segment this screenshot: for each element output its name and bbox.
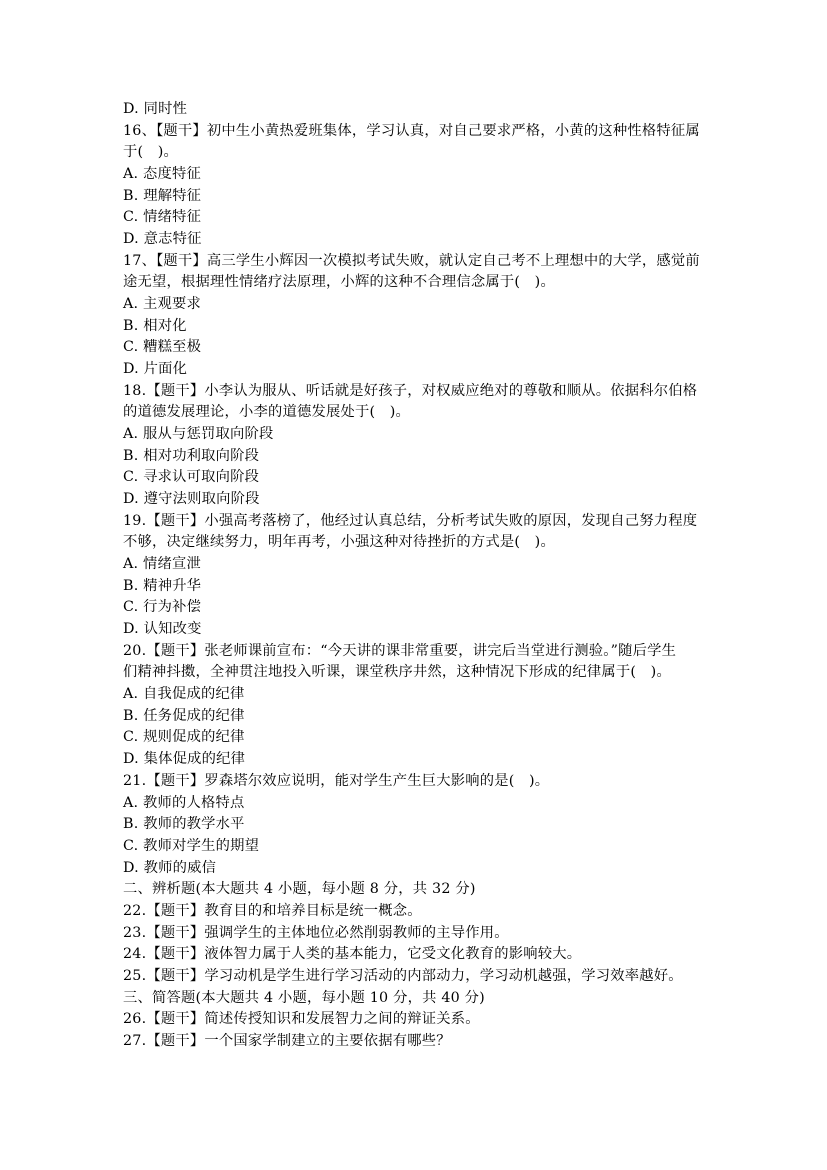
question-stem: 20.【题干】张老师课前宣布：“今天讲的课非常重要，讲完后当堂进行测验。”随后学生 <box>123 642 677 659</box>
answer-option: B. 相对化 <box>123 317 187 334</box>
answer-option: D. 意志特征 <box>123 231 202 248</box>
answer-option: B. 相对功利取向阶段 <box>123 447 260 464</box>
answer-option: C. 教师对学生的期望 <box>123 837 260 854</box>
section-heading: 二、辨析题(本大题共 4 小题，每小题 8 分，共 32 分) <box>123 881 476 898</box>
answer-option: D. 同时性 <box>123 101 188 117</box>
answer-option: B. 教师的教学水平 <box>123 816 245 833</box>
answer-option: D. 认知改变 <box>123 621 202 638</box>
question-stem: 23.【题干】强调学生的主体地位必然削弱教师的主导作用。 <box>123 924 509 941</box>
answer-option: A. 态度特征 <box>123 166 202 183</box>
question-stem: 22.【题干】教育目的和培养目标是统一概念。 <box>123 902 422 919</box>
text-line: 途无望，根据理性情绪疗法原理，小辉的这种不合理信念属于( )。 <box>123 274 555 291</box>
answer-option: D. 片面化 <box>123 361 188 378</box>
question-stem: 21.【题干】罗森塔尔效应说明，能对学生产生巨大影响的是( )。 <box>123 772 550 789</box>
answer-option: C. 规则促成的纪律 <box>123 729 245 746</box>
text-line: 们精神抖擞，全神贯注地投入听课，课堂秩序井然，这种情况下形成的纪律属于( )。 <box>123 664 671 681</box>
answer-option: C. 寻求认可取向阶段 <box>123 469 260 486</box>
question-stem: 27.【题干】一个国家学制建立的主要依据有哪些？ <box>123 1032 451 1049</box>
answer-option: D. 教师的威信 <box>123 859 217 876</box>
answer-option: A. 情绪宣泄 <box>123 556 202 573</box>
answer-option: B. 任务促成的纪律 <box>123 707 245 724</box>
answer-option: C. 糟糕至极 <box>123 339 202 356</box>
answer-option: D. 集体促成的纪律 <box>123 751 246 768</box>
answer-option: A. 自我促成的纪律 <box>123 686 245 703</box>
text-line: 不够，决定继续努力，明年再考，小强这种对待挫折的方式是( )。 <box>123 534 555 551</box>
text-line: 于( )。 <box>123 144 179 161</box>
text-line: 的道德发展理论，小李的道德发展处于( )。 <box>123 404 410 421</box>
question-stem: 19.【题干】小强高考落榜了，他经过认真总结，分析考试失败的原因，发现自己努力程度 <box>123 512 698 529</box>
document-page <box>123 99 723 1053</box>
question-stem: 16、【题干】初中生小黄热爱班集体，学习认真，对自己要求严格，小黄的这种性格特征属 <box>123 122 700 139</box>
answer-option: A. 教师的人格特点 <box>123 794 245 811</box>
question-stem: 25.【题干】学习动机是学生进行学习活动的内部动力，学习动机越强，学习效率越好。 <box>123 967 683 984</box>
answer-option: A. 服从与惩罚取向阶段 <box>123 426 274 443</box>
question-stem: 26.【题干】简述传授知识和发展智力之间的辩证关系。 <box>123 1011 480 1028</box>
answer-option: A. 主观要求 <box>123 296 202 313</box>
answer-option: B. 精神升华 <box>123 577 202 594</box>
question-stem: 17、【题干】高三学生小辉因一次模拟考试失败，就认定自己考不上理想中的大学，感觉前 <box>123 252 700 269</box>
answer-option: B. 理解特征 <box>123 187 202 204</box>
answer-option: C. 行为补偿 <box>123 599 202 616</box>
question-stem: 18.【题干】小李认为服从、听话就是好孩子，对权威应绝对的尊敬和顺从。依据科尔伯格 <box>123 382 698 399</box>
question-stem: 24.【题干】液体智力属于人类的基本能力，它受文化教育的影响较大。 <box>123 946 582 963</box>
section-heading: 三、简答题(本大题共 4 小题，每小题 10 分，共 40 分) <box>123 989 485 1006</box>
answer-option: D. 遵守法则取向阶段 <box>123 491 260 508</box>
answer-option: C. 情绪特征 <box>123 209 202 226</box>
